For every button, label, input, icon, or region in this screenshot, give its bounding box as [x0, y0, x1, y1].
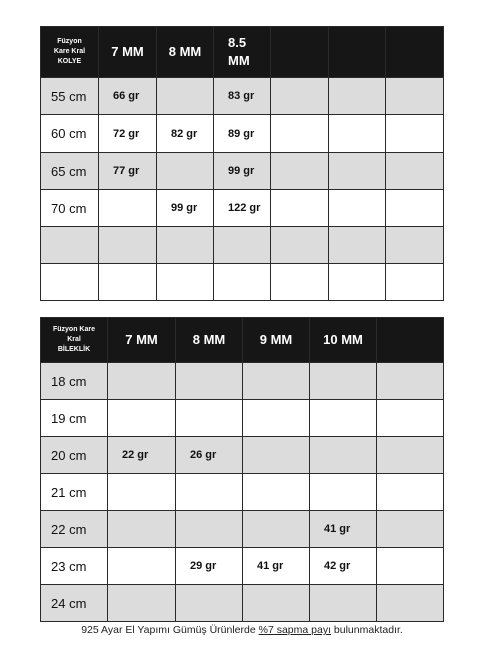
weight-cell [377, 585, 444, 622]
weight-cell [377, 548, 444, 585]
weight-cell: 72 gr [99, 115, 157, 153]
weight-cell: 42 gr [310, 548, 377, 585]
corner-label [41, 318, 108, 363]
weight-cell [243, 363, 310, 400]
weight-cell: 77 gr [99, 153, 157, 190]
weight-cell [176, 511, 243, 548]
table-row [41, 78, 444, 115]
weight-cell [99, 264, 157, 301]
weight-cell [329, 115, 386, 153]
weight-cell [99, 227, 157, 264]
column-header: 8 MM [176, 318, 243, 363]
table-row [41, 437, 444, 474]
footnote-text: 925 Ayar El Yapımı Gümüş Ürünlerde [81, 624, 259, 636]
weight-cell: 122 gr [214, 190, 271, 227]
table-row [41, 153, 444, 190]
column-header: 10 MM [310, 318, 377, 363]
weight-cell [176, 585, 243, 622]
weight-cell [271, 115, 329, 153]
weight-cell [271, 153, 329, 190]
weight-cell [214, 227, 271, 264]
corner-line: KOLYE [57, 58, 82, 65]
table-row [41, 115, 444, 153]
weight-cell [386, 190, 444, 227]
weight-cell [377, 474, 444, 511]
weight-cell [271, 78, 329, 115]
weight-cell [99, 190, 157, 227]
weight-cell [386, 78, 444, 115]
footnote-emphasis: %7 sapma payı [258, 624, 331, 636]
weight-cell: 83 gr [214, 78, 271, 115]
weight-cell [243, 474, 310, 511]
corner-label [41, 27, 99, 78]
corner-line: BİLEKLİK [57, 346, 91, 353]
weight-cell [157, 153, 214, 190]
weight-cell [377, 511, 444, 548]
weight-cell [329, 78, 386, 115]
weight-cell [386, 227, 444, 264]
corner-line: Kare Kral [53, 48, 86, 55]
weight-cell: 29 gr [176, 548, 243, 585]
corner-line: Füzyon Kare [52, 326, 95, 333]
column-header: 7 MM [99, 27, 157, 78]
weight-cell [386, 153, 444, 190]
table-row [41, 264, 444, 301]
weight-cell [329, 190, 386, 227]
weight-cell [243, 437, 310, 474]
weight-cell: 26 gr [176, 437, 243, 474]
table-row [41, 400, 444, 437]
corner-line: Kral [67, 336, 81, 343]
weight-cell: 41 gr [310, 511, 377, 548]
weight-cell: 22 gr [108, 437, 176, 474]
footnote-text: bulunmaktadır. [331, 624, 403, 636]
weight-cell: 99 gr [157, 190, 214, 227]
weight-cell [310, 474, 377, 511]
size-cell: 55 cm [41, 78, 99, 115]
weight-cell [108, 474, 176, 511]
weight-cell [310, 363, 377, 400]
size-cell [41, 227, 99, 264]
bracelet-weight-table [40, 317, 444, 622]
weight-cell [377, 363, 444, 400]
weight-cell: 82 gr [157, 115, 214, 153]
size-cell: 22 cm [41, 511, 108, 548]
weight-cell [157, 227, 214, 264]
size-cell: 23 cm [41, 548, 108, 585]
weight-cell [176, 400, 243, 437]
table-header-row [41, 27, 444, 78]
weight-cell [271, 190, 329, 227]
weight-cell [329, 264, 386, 301]
weight-cell [108, 363, 176, 400]
size-cell: 65 cm [41, 153, 99, 190]
column-header [377, 318, 444, 363]
column-header [271, 27, 329, 78]
table-row [41, 511, 444, 548]
table-row [41, 363, 444, 400]
table-row [41, 474, 444, 511]
weight-cell [176, 363, 243, 400]
size-cell: 21 cm [41, 474, 108, 511]
weight-cell [157, 78, 214, 115]
size-cell: 60 cm [41, 115, 99, 153]
column-header: 8.5 MM [214, 27, 271, 78]
table-row [41, 227, 444, 264]
column-header [386, 27, 444, 78]
column-header: 8 MM [157, 27, 214, 78]
weight-cell [310, 585, 377, 622]
weight-cell [329, 227, 386, 264]
weight-cell: 89 gr [214, 115, 271, 153]
weight-cell: 41 gr [243, 548, 310, 585]
weight-cell [108, 548, 176, 585]
weight-cell [214, 264, 271, 301]
weight-cell [386, 115, 444, 153]
weight-cell [157, 264, 214, 301]
necklace-weight-table [40, 26, 444, 301]
weight-cell [386, 264, 444, 301]
weight-cell [271, 264, 329, 301]
size-cell: 24 cm [41, 585, 108, 622]
weight-cell [108, 400, 176, 437]
weight-cell [377, 400, 444, 437]
column-header: 9 MM [243, 318, 310, 363]
weight-cell [243, 585, 310, 622]
weight-cell [108, 585, 176, 622]
column-header: 7 MM [108, 318, 176, 363]
size-cell: 20 cm [41, 437, 108, 474]
weight-cell [271, 227, 329, 264]
size-cell: 19 cm [41, 400, 108, 437]
size-cell: 70 cm [41, 190, 99, 227]
size-cell [41, 264, 99, 301]
weight-cell [310, 437, 377, 474]
table-row [41, 190, 444, 227]
table-row [41, 585, 444, 622]
weight-cell [243, 400, 310, 437]
weight-cell [176, 474, 243, 511]
table-row [41, 548, 444, 585]
deviation-footnote [0, 624, 484, 636]
weight-cell: 99 gr [214, 153, 271, 190]
column-header [329, 27, 386, 78]
corner-line: Füzyon [57, 38, 82, 45]
weight-cell [329, 153, 386, 190]
size-cell: 18 cm [41, 363, 108, 400]
weight-cell [310, 400, 377, 437]
weight-cell [243, 511, 310, 548]
weight-cell [377, 437, 444, 474]
weight-cell [108, 511, 176, 548]
weight-cell: 66 gr [99, 78, 157, 115]
table-header-row [41, 318, 444, 363]
